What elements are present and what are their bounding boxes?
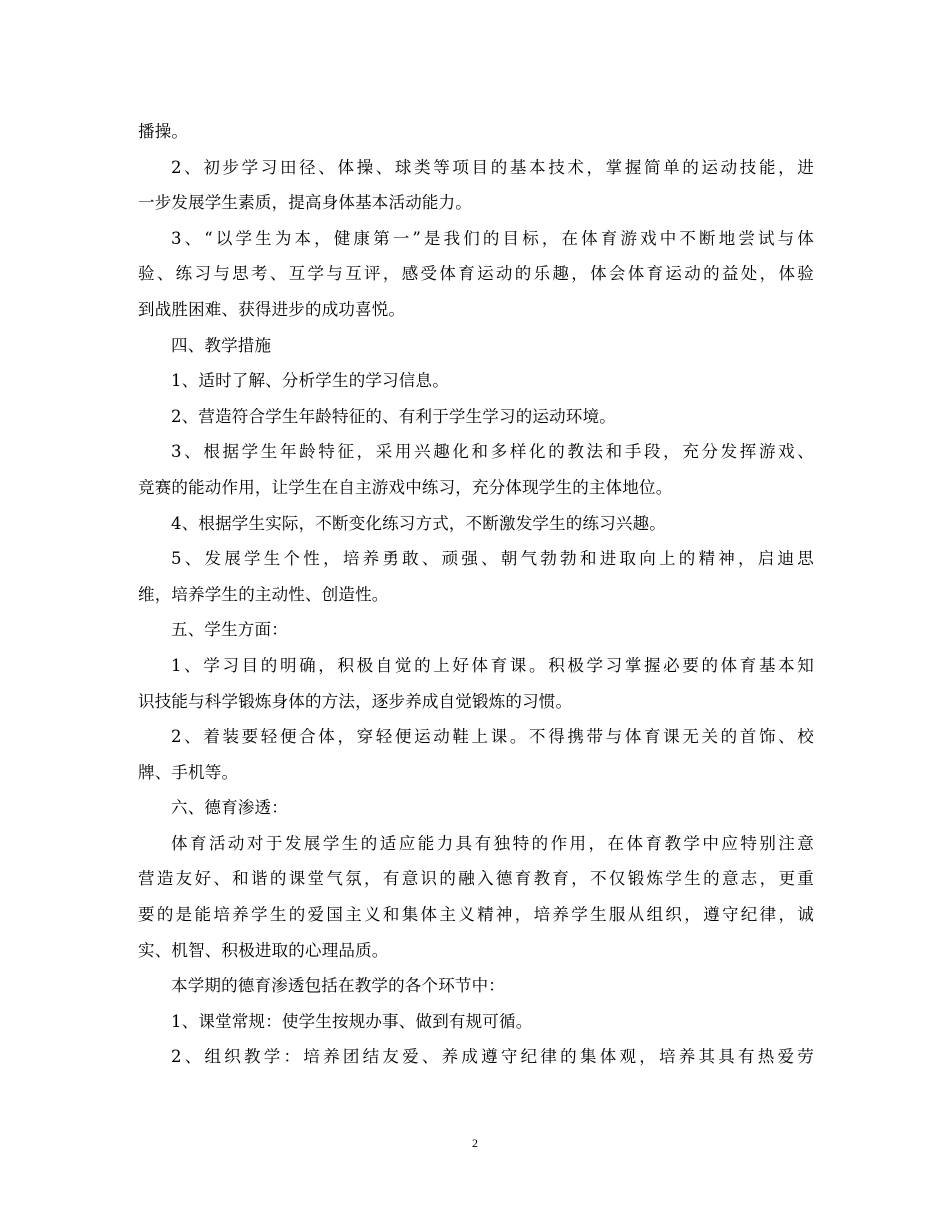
text-line: 一步发展学生素质，提高身体基本活动能力。	[138, 193, 472, 213]
text-line: 2、初步学习田径、体操、球类等项目的基本技术，掌握简单的运动技能，进	[171, 157, 814, 177]
text-line: 2、着装要轻便合体，穿轻便运动鞋上课。不得携带与体育课无关的首饰、校	[171, 727, 814, 747]
text-line: 营造友好、和谐的课堂气氛，有意识的融入德育教育，不仅锻炼学生的意志，更重	[138, 869, 814, 889]
text-line: 1、适时了解、分析学生的学习信息。	[171, 371, 449, 391]
section-heading: 五、学生方面：	[171, 620, 288, 640]
text-line: 实、机智、积极进取的心理品质。	[138, 940, 389, 960]
text-line: 竞赛的能动作用，让学生在自主游戏中练习，充分体现学生的主体地位。	[138, 477, 673, 497]
text-line: 2、营造符合学生年龄特征的、有利于学生学习的运动环境。	[171, 406, 616, 426]
text-line: 5、发展学生个性，培养勇敢、顽强、朝气勃勃和进取向上的精神，启迪思	[171, 549, 814, 569]
section-heading: 四、教学措施	[171, 335, 272, 355]
text-line: 1、学习目的明确，积极自觉的上好体育课。积极学习掌握必要的体育基本知	[171, 655, 814, 675]
document-body	[138, 114, 814, 1075]
text-line: 3、“以学生为本，健康第一”是我们的目标，在体育游戏中不断地尝试与体	[171, 228, 814, 248]
text-line: 牌、手机等。	[138, 762, 239, 782]
text-line: 到战胜困难、获得进步的成功喜悦。	[138, 299, 406, 319]
text-line: 2、组织教学：培养团结友爱、养成遵守纪律的集体观，培养其具有热爱劳	[171, 1047, 814, 1067]
text-line: 1、课堂常规：使学生按规办事、做到有规可循。	[171, 1011, 533, 1031]
text-line: 识技能与科学锻炼身体的方法，逐步养成自觉锻炼的习惯。	[138, 691, 573, 711]
text-line: 要的是能培养学生的爱国主义和集体主义精神，培养学生服从组织，遵守纪律，诚	[138, 905, 814, 925]
text-line: 体育活动对于发展学生的适应能力具有独特的作用，在体育教学中应特别注意	[171, 833, 814, 853]
text-line: 4、根据学生实际，不断变化练习方式，不断激发学生的练习兴趣。	[171, 513, 666, 533]
text-line: 本学期的德育渗透包括在教学的各个环节中：	[171, 976, 505, 996]
text-line: 3、根据学生年龄特征，采用兴趣化和多样化的教法和手段，充分发挥游戏、	[171, 442, 814, 462]
section-heading: 六、德育渗透：	[171, 798, 288, 818]
text-line: 验、练习与思考、互学与互评，感受体育运动的乐趣，体会体育运动的益处，体验	[138, 264, 814, 284]
text-line: 维，培养学生的主动性、创造性。	[138, 584, 389, 604]
text-line: 播操。	[138, 122, 189, 141]
page-number: 2	[472, 1136, 478, 1150]
